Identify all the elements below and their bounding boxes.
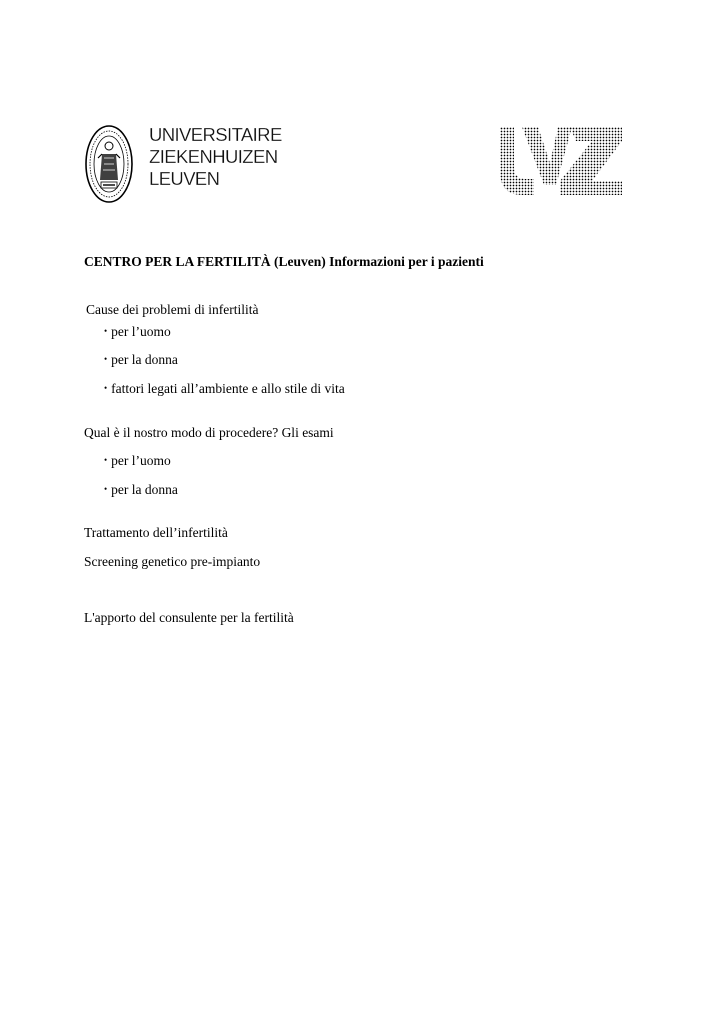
list-item-label: per la donna	[111, 482, 178, 497]
list-item-label: per la donna	[111, 352, 178, 367]
list-item	[104, 324, 171, 340]
list-item-label: per l’uomo	[111, 324, 171, 339]
page-title: CENTRO PER LA FERTILITÀ (Leuven) Informazioni per i pazienti	[84, 254, 484, 269]
list-item	[104, 482, 178, 498]
treatment-heading: Trattamento dell’infertilità	[84, 525, 228, 540]
counselor-heading: L'apporto del consulente per la fertilità	[84, 610, 294, 625]
list-item	[104, 453, 171, 469]
university-name-line-1: UNIVERSITAIRE	[149, 124, 282, 145]
university-seal-icon	[84, 124, 134, 204]
screening-heading: Screening genetico pre-impianto	[84, 554, 261, 569]
list-item-label: per l’uomo	[111, 453, 171, 468]
university-name	[149, 124, 282, 190]
university-name-line-3: LEUVEN	[149, 168, 220, 189]
bullet-icon: •	[104, 326, 108, 336]
list-item	[104, 352, 178, 368]
bullet-icon: •	[104, 484, 108, 494]
university-name-line-2: ZIEKENHUIZEN	[149, 146, 278, 167]
bullet-icon: •	[104, 383, 108, 393]
uz-logo-icon	[500, 127, 622, 195]
bullet-icon: •	[104, 354, 108, 364]
list-item-label: fattori legati all’ambiente e allo stile di vita	[111, 381, 345, 396]
bullet-icon: •	[104, 455, 108, 465]
causes-heading: Cause dei problemi di infertilità	[86, 302, 259, 317]
exams-heading: Qual è il nostro modo di procedere? Gli esami	[84, 425, 334, 440]
list-item	[104, 381, 345, 397]
